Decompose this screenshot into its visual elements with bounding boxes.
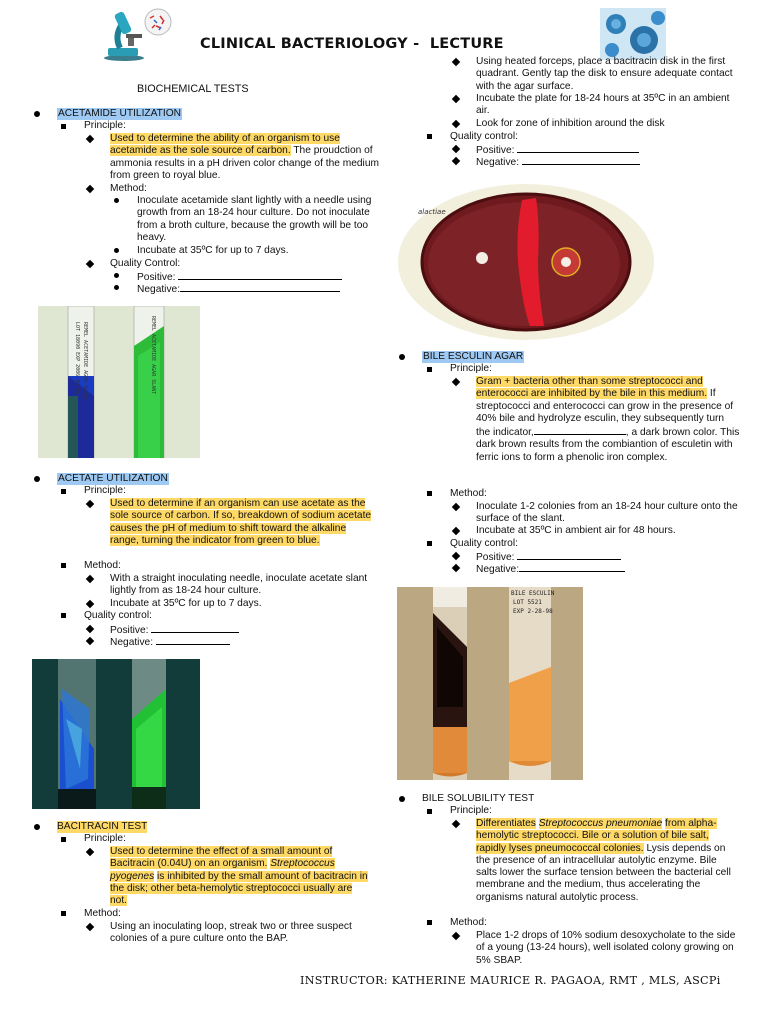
tube-label: REMEL ACETAMIDE AGAR SLANT	[82, 322, 88, 401]
acetamide-tubes-photo	[38, 306, 200, 458]
negative-label: Negative:	[137, 284, 181, 295]
acetate-principle-text	[110, 498, 372, 547]
positive-label: Positive:	[476, 145, 518, 156]
bullet-icon	[114, 273, 119, 278]
microscope-logo	[100, 6, 174, 62]
bullet-icon	[86, 848, 94, 856]
page-title: CLINICAL BACTERIOLOGY - LECTURE	[200, 36, 504, 52]
bullet-icon	[427, 920, 432, 925]
bullet-icon	[114, 198, 119, 203]
bullet-icon	[452, 157, 460, 165]
bullet-icon	[427, 809, 432, 814]
organism-name: Streptococcus pneumoniae	[538, 818, 663, 829]
positive-label: Positive:	[137, 272, 179, 283]
bullet-icon	[86, 637, 94, 645]
bullet-icon	[86, 923, 94, 931]
bacteria-icon	[600, 8, 666, 60]
acetate-heading: ACETATE UTILIZATION	[58, 473, 168, 484]
bullet-icon	[427, 541, 432, 546]
bullet-icon	[427, 491, 432, 496]
blank-line	[517, 143, 639, 153]
page-subtitle: BIOCHEMICAL TESTS	[137, 83, 249, 95]
acetamide-method-2: Incubate at 35ºC for up to 7 days.	[137, 245, 289, 256]
bile-esculin-principle-label: Principle:	[450, 363, 492, 374]
negative-label: Negative:	[110, 637, 156, 648]
bullet-icon	[86, 135, 94, 143]
bacitracin-heading: BACITRACIN TEST	[57, 821, 148, 832]
test-tube-image	[32, 659, 200, 809]
bacteria-logo	[600, 8, 666, 60]
bullet-icon	[86, 575, 94, 583]
acetamide-heading: ACETAMIDE UTILIZATION	[58, 108, 182, 119]
bile-esculin-heading: BILE ESCULIN AGAR	[423, 351, 524, 362]
bullet-icon	[452, 564, 460, 572]
plate-label: alactiae	[418, 208, 446, 216]
bullet-icon	[114, 285, 119, 290]
bullet-icon	[452, 932, 460, 940]
bacitracin-principle-text	[110, 846, 372, 907]
bile-esculin-qc-negative	[476, 562, 625, 576]
acetamide-principle-text	[110, 133, 380, 182]
bile-esculin-principle-highlight: Gram + bacteria other than some streptococci and enterococci are inhibited by the bile in this medium.	[476, 376, 708, 400]
bullet-icon	[86, 185, 94, 193]
acetate-principle-label: Principle:	[84, 485, 126, 496]
bullet-icon	[61, 837, 66, 842]
instructor-footer: INSTRUCTOR: KATHERINE MAURICE R. PAGAOA, RMT , MLS, ASCPi	[300, 974, 721, 987]
bile-esculin-principle-rest-b: , a dark brown color. This dark brown results from the combiantion of esculetin with ferric ions to form a phenolic iron complex.	[476, 427, 740, 463]
blank-line	[178, 270, 342, 280]
bullet-icon	[399, 796, 405, 802]
bile-solubility-principle-rest: Lysis depends on the presence of an intracellular autolytic enzyme. Bile salts lower the surface tension between the bacterial cell membrane and the medium, thus accelerating the organisms natural autolytic process.	[476, 842, 731, 903]
acetate-principle-highlight: Used to determine if an organism can use acetate as the sole source of carbon. If so, breakdown of sodium acetate causes the pH of medium to shift toward the alkaline range, turning the indicator from green to blue.	[110, 498, 372, 546]
bullet-icon	[452, 145, 460, 153]
agar-plate-image	[396, 180, 656, 340]
negative-label: Negative:	[476, 564, 520, 575]
acetate-method-2: Incubate at 35ºC for up to 7 days.	[110, 598, 262, 609]
tube-label: LOT 5521	[513, 599, 542, 606]
bullet-icon	[452, 95, 460, 103]
bile-solubility-method-label: Method:	[450, 917, 487, 928]
bile-esculin-principle-text	[476, 376, 740, 464]
acetamide-principle-highlight: Used to determine the ability of an organism to use acetamide as the sole source of carbon.	[110, 133, 340, 157]
bullet-icon	[61, 489, 66, 494]
bacitracin-method-label: Method:	[84, 908, 121, 919]
blank-line	[519, 562, 625, 572]
bacitracin-method-4: Look for zone of inhibition around the disk	[476, 118, 665, 129]
acetate-tubes-photo	[32, 659, 200, 809]
test-tube-image	[397, 587, 583, 780]
bile-solubility-principle-text	[476, 818, 740, 904]
tube-label: EXP 2-28-98	[513, 608, 553, 615]
bullet-icon	[61, 613, 66, 618]
bullet-icon	[34, 111, 40, 117]
bacitracin-method-2: Using heated forceps, place a bacitracin disk in the first quadrant. Gently tap the disk to ensure adequate contact with the agar surface.	[476, 56, 733, 92]
acetate-method-1: With a straight inoculating needle, inoculate acetate slant lightly from as 18-24 hour culture.	[110, 573, 368, 597]
bacitracin-principle-label: Principle:	[84, 833, 126, 844]
bacitracin-plate-photo	[396, 180, 656, 340]
test-tube-image	[38, 306, 200, 458]
blank-line	[156, 635, 230, 645]
bullet-icon	[61, 563, 66, 568]
bile-esculin-principle-rest-a: If streptococci and enterococci can grow in the presence of 40% bile and hydrolyze esculin, they subsequently turn the indicator,	[476, 388, 734, 439]
bullet-icon	[399, 354, 405, 360]
acetamide-qc-negative	[137, 282, 340, 296]
acetamide-qc-label: Quality Control:	[110, 258, 181, 269]
bile-esculin-tubes-photo	[397, 587, 583, 780]
bacitracin-method-3: Incubate the plate for 18-24 hours at 35ºC in an ambient air.	[476, 93, 730, 117]
blank-line	[151, 623, 239, 633]
tube-label: BILE ESCULIN	[511, 590, 555, 597]
bullet-icon	[452, 552, 460, 560]
bullet-icon	[61, 911, 66, 916]
bullet-icon	[34, 824, 40, 830]
bacitracin-principle-highlight-2: is inhibited by the small amount of bacitracin in the disk; other beta-hemolytic streptococci usually are not.	[110, 870, 368, 907]
bullet-icon	[86, 500, 94, 508]
bullet-icon	[452, 503, 460, 511]
acetate-qc-negative	[110, 635, 230, 649]
bile-solubility-principle-highlight-2: from alpha-hemolytic streptococci. Bile or a solution of bile salt, rapidly lyses pneumococcal colonies.	[476, 818, 717, 854]
bile-solubility-principle-label: Principle:	[450, 805, 492, 816]
blank-line	[522, 155, 640, 165]
bullet-icon	[452, 58, 460, 66]
tube-label: LOT 18090 EXP 2006-09-05	[74, 322, 80, 395]
blank-line	[180, 282, 340, 292]
bile-solubility-method-1: Place 1-2 drops of 10% sodium desoxycholate to the side of a young (13-24 hours), well isolated colony growing on 5% SBAP.	[476, 930, 736, 966]
bullet-icon	[34, 476, 40, 482]
bacitracin-qc-label: Quality control:	[450, 131, 518, 142]
bullet-icon	[427, 134, 432, 139]
acetamide-method-label: Method:	[110, 183, 147, 194]
bile-esculin-method-2: Incubate at 35ºC in ambient air for 48 hours.	[476, 525, 676, 536]
bile-esculin-method-1: Inoculate 1-2 colonies from an 18-24 hour culture onto the surface of the slant.	[476, 501, 738, 525]
organism-name: Streptococcus pyogenes	[110, 858, 335, 882]
bile-esculin-method-label: Method:	[450, 488, 487, 499]
bile-esculin-qc-label: Quality control:	[450, 538, 518, 549]
acetamide-principle-label: Principle:	[84, 120, 126, 131]
bullet-icon	[452, 378, 460, 386]
positive-label: Positive:	[110, 625, 152, 636]
bile-solubility-heading: BILE SOLUBILITY TEST	[422, 793, 535, 804]
bullet-icon	[452, 120, 460, 128]
microscope-icon	[100, 6, 174, 62]
tube-label: REMEL ACETAMIDE AGAR SLANT	[150, 316, 156, 395]
acetamide-method-1: Inoculate acetamide slant lightly with a needle using growth from an 18-24 hour culture. Do not inoculate from a broth culture, because the growth will be too heavy.	[137, 195, 372, 243]
acetate-method-label: Method:	[84, 560, 121, 571]
positive-label: Positive:	[476, 552, 518, 563]
bullet-icon	[452, 820, 460, 828]
bile-solubility-principle-highlight: Differentiates	[476, 818, 536, 829]
bullet-icon	[452, 527, 460, 535]
bullet-icon	[114, 248, 119, 253]
blank-line	[517, 550, 621, 560]
bullet-icon	[86, 600, 94, 608]
bullet-icon	[427, 367, 432, 372]
acetamide-principle-rest: The proudction of ammonia results in a pH driven color change of the medium from green to royal blue.	[110, 145, 379, 181]
acetate-qc-label: Quality control:	[84, 610, 152, 621]
bacitracin-qc-negative	[476, 155, 640, 169]
bullet-icon	[86, 260, 94, 268]
negative-label: Negative:	[476, 157, 522, 168]
blank-line	[534, 425, 626, 435]
bullet-icon	[86, 625, 94, 633]
bacitracin-method-1: Using an inoculating loop, streak two or three suspect colonies of a pure culture onto the BAP.	[110, 921, 352, 945]
bacitracin-principle-highlight: Used to determine the effect of a small amount of Bacitracin (0.04U) on an organism.	[110, 846, 333, 870]
bullet-icon	[61, 124, 66, 129]
